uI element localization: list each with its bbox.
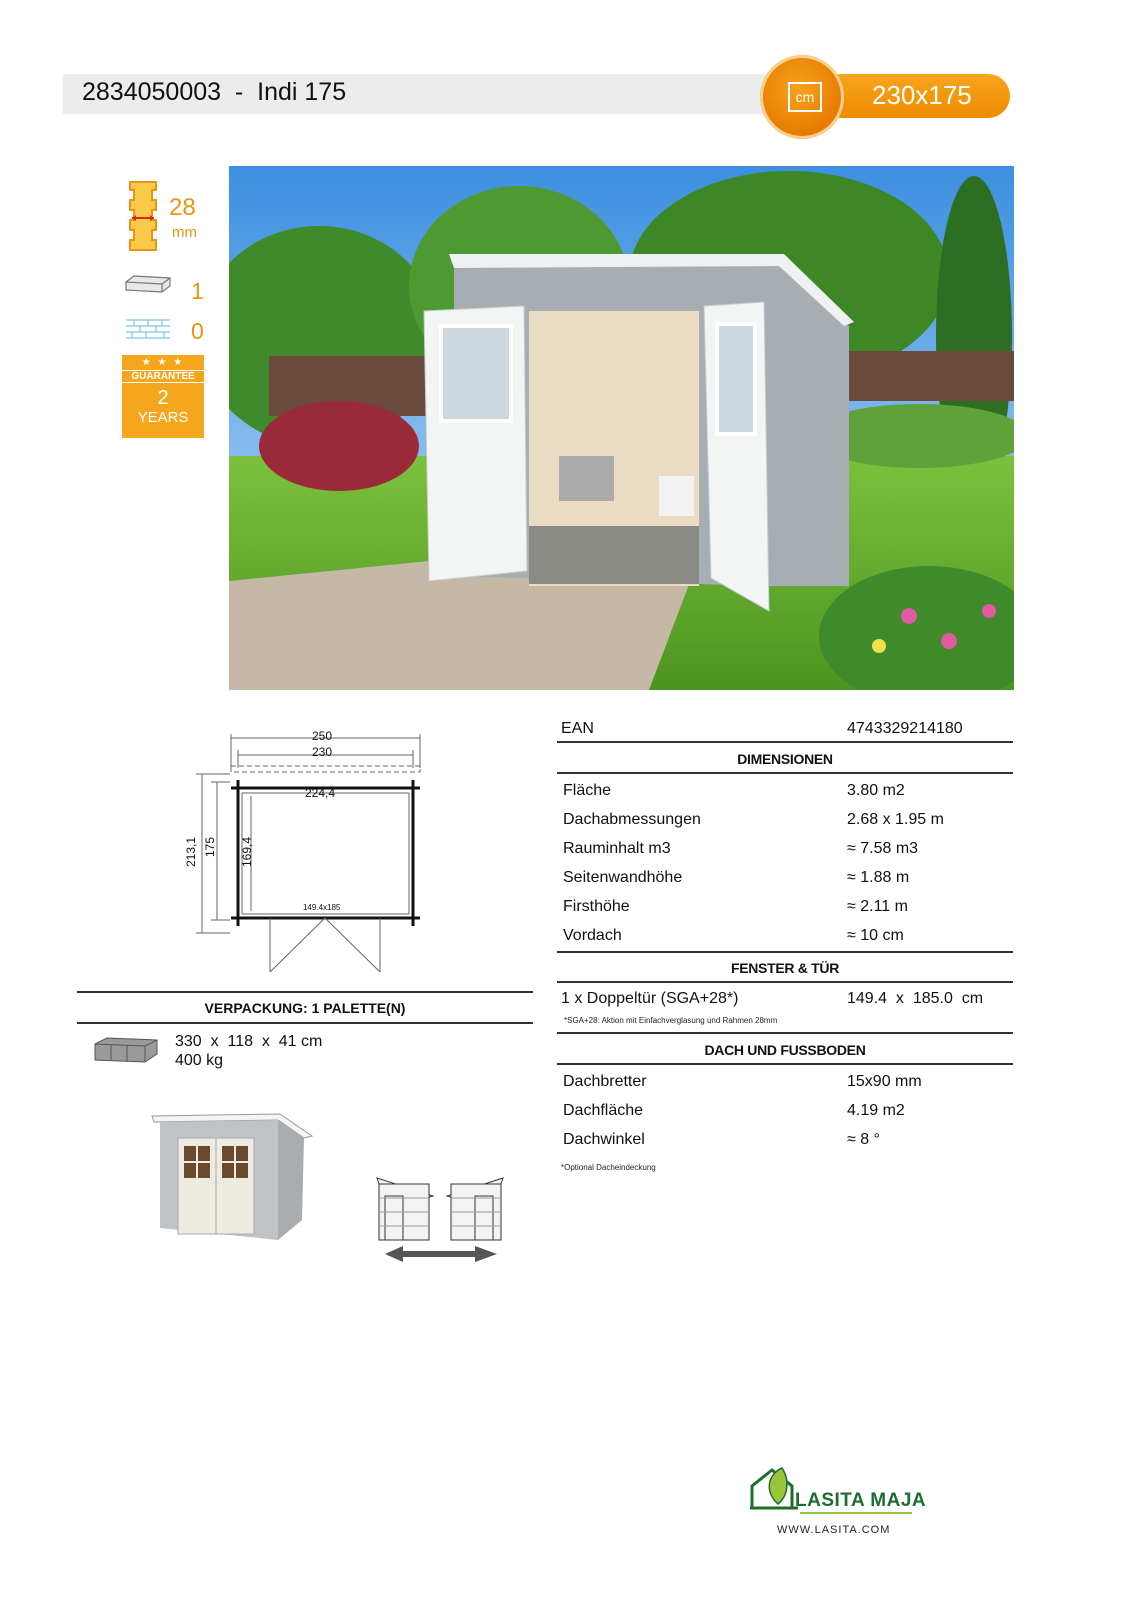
- plan-depth: 175: [203, 836, 218, 858]
- plan-outer-width: 250: [312, 729, 333, 743]
- brand-url[interactable]: WWW.LASITA.COM: [777, 1524, 891, 1536]
- ean-value: 4743329214180: [847, 720, 963, 737]
- roof-note: *Optional Dacheindeckung: [561, 1163, 656, 1172]
- packaging-weight: 400 kg: [175, 1052, 224, 1069]
- product-title: 2834050003 - Indi 175: [82, 78, 347, 106]
- roof-header: DACH UND FUSSBODEN: [704, 1042, 866, 1058]
- plank-profile-icon: [126, 180, 160, 252]
- spec-label: Dachwinkel: [563, 1131, 645, 1148]
- rule: [557, 772, 1013, 774]
- pallet-count: 1: [191, 278, 204, 304]
- spec-value: ≈ 1.88 m: [847, 869, 910, 886]
- ean-label: EAN: [561, 720, 594, 737]
- brand-underline: [800, 1512, 912, 1514]
- packaging-dimensions: 330 x 118 x 41 cm: [175, 1033, 323, 1050]
- cm-unit-label: cm: [788, 82, 822, 112]
- spec-value: ≈ 7.58 m3: [847, 840, 919, 857]
- spec-label: Rauminhalt m3: [563, 840, 671, 857]
- spec-label: Dachabmessungen: [563, 811, 701, 828]
- guarantee-years-label: YEARS: [137, 409, 189, 426]
- spec-value: 15x90 mm: [847, 1073, 922, 1090]
- guarantee-label: GUARANTEE: [122, 370, 204, 383]
- reversible-door-diagram: [375, 1168, 505, 1264]
- spec-label: Firsthöhe: [563, 898, 630, 915]
- size-label: 230x175: [872, 80, 972, 110]
- pallet-package-icon: [93, 1036, 159, 1064]
- wall-thickness-value: 28: [169, 194, 196, 221]
- plan-interior-width: 224,4: [305, 786, 336, 800]
- lasita-logo-icon: [748, 1464, 800, 1512]
- door-value: 149.4 x 185.0 cm: [847, 990, 984, 1007]
- plan-door-size: 149.4x185: [303, 903, 341, 912]
- windows-header: FENSTER & TÜR: [730, 960, 840, 976]
- door-label: 1 x Doppeltür (SGA+28*): [561, 990, 739, 1007]
- spec-label: Fläche: [563, 782, 612, 799]
- floor-plan-diagram: [180, 728, 440, 978]
- wall-thickness-unit: mm: [172, 224, 197, 241]
- plan-outer-depth: 213,1: [184, 836, 199, 868]
- guarantee-years: 2: [157, 387, 169, 409]
- door-note: *SGA+28: Aktion mit Einfachverglasung und Rahmen 28mm: [564, 1016, 778, 1025]
- product-photo: [229, 166, 1014, 690]
- brand-name: LASITA MAJA: [795, 1490, 927, 1511]
- rule: [557, 741, 1013, 743]
- rule: [557, 1063, 1013, 1065]
- shed-3d-drawing: [150, 1102, 315, 1242]
- plan-inner-width: 230: [312, 745, 333, 759]
- rule: [557, 981, 1013, 983]
- spec-value: 4.19 m2: [847, 1102, 905, 1119]
- rule: [557, 951, 1013, 953]
- packaging-top-rule: [77, 991, 533, 993]
- dimensions-header: DIMENSIONEN: [737, 751, 833, 767]
- guarantee-badge: [122, 355, 204, 438]
- floor-count: 0: [191, 318, 204, 344]
- packaging-title: VERPACKUNG: 1 PALETTE(N): [204, 1000, 406, 1016]
- spec-label: Vordach: [563, 927, 622, 944]
- floor-boards-icon: [124, 314, 172, 340]
- spec-value: ≈ 10 cm: [847, 927, 904, 944]
- spec-value: 2.68 x 1.95 m: [847, 811, 944, 828]
- package-icon: [124, 274, 172, 294]
- packaging-bottom-rule: [77, 1022, 533, 1024]
- plan-interior-depth: 169,4: [240, 836, 255, 868]
- spec-label: Dachbretter: [563, 1073, 647, 1090]
- spec-value: ≈ 8 °: [847, 1131, 880, 1148]
- spec-value: ≈ 2.11 m: [847, 898, 908, 915]
- spec-label: Seitenwandhöhe: [563, 869, 683, 886]
- spec-value: 3.80 m2: [847, 782, 905, 799]
- spec-label: Dachfläche: [563, 1102, 644, 1119]
- guarantee-stars: ★ ★ ★: [141, 357, 185, 368]
- rule: [557, 1032, 1013, 1034]
